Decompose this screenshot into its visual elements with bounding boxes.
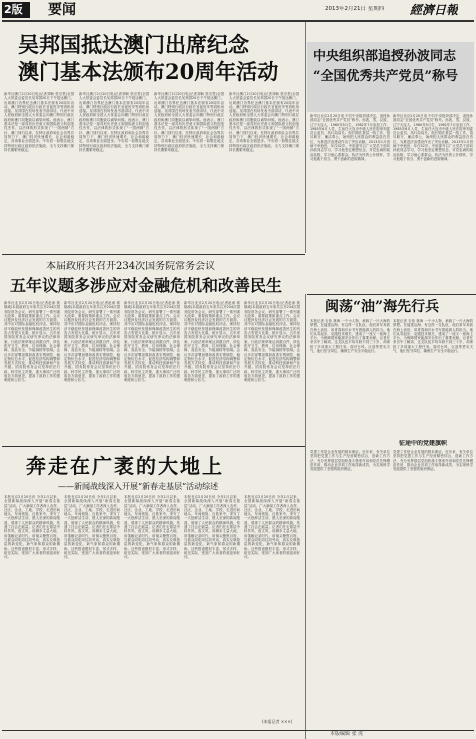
feature-body-col3: 本报北京2月20日讯 今年1月以来，全国新闻战线深入开展“新春走基层”活动，广大新闻工作者深入农村、社区、企业、工地、学校，走进田间地头、车间班组、百姓家中，采写了一大批鲜活生动、感人至深的新闻报道，展现了人民群众的精神风貌，传递了社会正能量。记者们在走基层中转作风、改文风，用脚步丈量大地，用笔触记录时代，用镜头聚焦百姓，与群众同吃同住同劳动，真实反映基层的新变化、新气象和群众的新期盼。这些报道题材丰富、形式多样、贴近实际，受到广大读者的欢迎和好评。 bbox=[124, 495, 180, 560]
lead-body-col2: 新华社澳门2月20日电(记者刘畅 张宗堂)全国人大常委会委员长吴邦国20日下午抵达澳门，出席澳门各界纪念澳门基本法颁布20周年活动。澳门特别行政区行政长官崔世安等到机场迎接。吴邦国在机场发表书面讲话，代表中央人民政府和全国人大常委会向澳门特别行政区政府和澳门同胞致以诚挚问候。他表示，澳门基本法是一部具有历史意义和国际意义的创造性杰作，以法律的形式体现了“一国两制”方针，澳门回归以来，在特区政府和社会各界共同努力下，澳门经济快速增长，社会和谐稳定，各项事业全面进步。中央将一如既往地支持特别行政区政府依法施政，全力支持澳门保持长期繁荣稳定。 bbox=[79, 92, 149, 152]
state-body-col3: 新华社北京2月20日电(记者赵承 郭晓威)本届政府五年来共召开234次国务院常务会议，研究部署了一系列重大改革、重要政策和重点工作。会议议题涉及经济社会发展的方方面面，其中应对国际金融危机冲击、保持经济平稳较快发展和保障改善民生的内容占有很大比重。统计显示，五年来国务院常务会议研究审议的法律草案、行政法规草案达到数百件，涉及医疗卫生、教育、住房保障、社会保障、食品安全、节能减排等领域。会议多次部署加强和改善宏观调控，稳定物价总水平，促进经济结构调整和发展方式转变，推动科技创新和产业升级。国务院常务会议坚持依法行政、科学民主决策，重大事项广泛听取各方面意见，提高了政府工作的透明度和公信力。 bbox=[124, 301, 180, 383]
state-headline: 五年议题多涉应对金融危机和改善民生 bbox=[10, 276, 283, 295]
feature-subhead: ——新闻战线深入开展“新春走基层”活动综述 bbox=[58, 482, 219, 491]
feature-body-col4: 本报北京2月20日讯 今年1月以来，全国新闻战线深入开展“新春走基层”活动，广大新闻工作者深入农村、社区、企业、工地、学校，走进田间地头、车间班组、百姓家中，采写了一大批鲜活生动、感人至深的新闻报道，展现了人民群众的精神风貌，传递了社会正能量。记者们在走基层中转作风、改文风，用脚步丈量大地，用笔触记录时代，用镜头聚焦百姓，与群众同吃同住同劳动，真实反映基层的新变化、新气象和群众的新期盼。这些报道题材丰富、形式多样、贴近实际，受到广大读者的欢迎和好评。 bbox=[184, 495, 240, 560]
org-headline-line1: 中央组织部追授孙波同志 bbox=[313, 49, 457, 64]
state-council-article bbox=[0, 255, 303, 445]
lead-headline-line2: 澳门基本法颁布20周年活动 bbox=[18, 60, 279, 84]
state-kicker: 本届政府共召开234次国务院常务会议 bbox=[46, 261, 216, 272]
feature-body-col1: 本报北京2月20日讯 今年1月以来，全国新闻战线深入开展“新春走基层”活动，广大新闻工作者深入农村、社区、企业、工地、学校，走进田间地头、车间班组、百姓家中，采写了一大批鲜活生动、感人至深的新闻报道，展现了人民群众的精神风貌，传递了社会正能量。记者们在走基层中转作风、改文风，用脚步丈量大地，用笔触记录时代，用镜头聚焦百姓，与群众同吃同住同劳动，真实反映基层的新变化、新气象和群众的新期盼。这些报道题材丰富、形式多样、贴近实际，受到广大读者的欢迎和好评。 bbox=[4, 495, 60, 560]
state-body-col2: 新华社北京2月20日电(记者赵承 郭晓威)本届政府五年来共召开234次国务院常务会议，研究部署了一系列重大改革、重要政策和重点工作。会议议题涉及经济社会发展的方方面面，其中应对国际金融危机冲击、保持经济平稳较快发展和保障改善民生的内容占有很大比重。统计显示，五年来国务院常务会议研究审议的法律草案、行政法规草案达到数百件，涉及医疗卫生、教育、住房保障、社会保障、食品安全、节能减排等领域。会议多次部署加强和改善宏观调控，稳定物价总水平，促进经济结构调整和发展方式转变，推动科技创新和产业升级。国务院常务会议坚持依法行政、科学民主决策，重大事项广泛听取各方面意见，提高了政府工作的透明度和公信力。 bbox=[64, 301, 120, 383]
oil-headline: 闽荡“油”海先行兵 bbox=[325, 299, 440, 315]
masthead bbox=[0, 0, 476, 20]
org-article bbox=[307, 22, 476, 294]
feature-body-col2: 本报北京2月20日讯 今年1月以来，全国新闻战线深入开展“新春走基层”活动，广大新闻工作者深入农村、社区、企业、工地、学校，走进田间地头、车间班组、百姓家中，采写了一大批鲜活生动、感人至深的新闻报道，展现了人民群众的精神风貌，传递了社会正能量。记者们在走基层中转作风、改文风，用脚步丈量大地，用笔触记录时代，用镜头聚焦百姓，与群众同吃同住同劳动，真实反映基层的新变化、新气象和群众的新期盼。这些报道题材丰富、形式多样、贴近实际，受到广大读者的欢迎和好评。 bbox=[64, 495, 120, 560]
sidebar-body-col2: 党建工作是企业发展的根本保证。近年来，有关单位坚持把党建工作与生产经营紧密结合，创新工作方法，充分发挥基层党组织战斗堡垒作用和党员先锋模范作用，推动企业各项工作取得新成效，为实现科学发展提供了坚强的组织保证。 bbox=[393, 450, 473, 472]
column-divider bbox=[305, 22, 306, 253]
org-body-col1: 新华社北京2月20日电 中共中央组织部决定，追授孙波同志“全国优秀共产党员”称号。孙波，男，汉族，辽宁大连人，1960年5月生，1982年7月参加工作，1985年6月入党，生前任大连市中级人民法院审判委员会委员、执行局局长。他长期在基层一线工作，恪尽职守，廉洁奉公，始终把人民群众的利益放在首位，为推进法治建设作出了突出贡献。2013年1月因病不幸逝世，年仅52岁。中组部号召广大党员干部向孙波同志学习，学习他坚定理想信念、对党忠诚的政治品格，学习他心系群众、执法为民的公仆情怀，学习他敢于担当、勇于创新的进取精神。 bbox=[310, 114, 390, 161]
lead-headline-line1: 吴邦国抵达澳门出席纪念 bbox=[18, 33, 249, 57]
feature-article bbox=[0, 447, 303, 727]
feature-byline: (本报记者 ×××) bbox=[262, 719, 293, 724]
lead-body-col1: 新华社澳门2月20日电(记者刘畅 张宗堂)全国人大常委会委员长吴邦国20日下午抵达澳门，出席澳门各界纪念澳门基本法颁布20周年活动。澳门特别行政区行政长官崔世安等到机场迎接。吴邦国在机场发表书面讲话，代表中央人民政府和全国人大常委会向澳门特别行政区政府和澳门同胞致以诚挚问候。他表示，澳门基本法是一部具有历史意义和国际意义的创造性杰作，以法律的形式体现了“一国两制”方针，澳门回归以来，在特区政府和社会各界共同努力下，澳门经济快速增长，社会和谐稳定，各项事业全面进步。中央将一如既往地支持特别行政区政府依法施政，全力支持澳门保持长期繁荣稳定。 bbox=[4, 92, 74, 152]
org-headline-line2: “全国优秀共产党员”称号 bbox=[313, 69, 458, 84]
feature-headline: 奔走在广袤的大地上 bbox=[26, 455, 224, 478]
oil-article bbox=[307, 295, 476, 435]
lead-body-col3: 新华社澳门2月20日电(记者刘畅 张宗堂)全国人大常委会委员长吴邦国20日下午抵达澳门，出席澳门各界纪念澳门基本法颁布20周年活动。澳门特别行政区行政长官崔世安等到机场迎接。吴邦国在机场发表书面讲话，代表中央人民政府和全国人大常委会向澳门特别行政区政府和澳门同胞致以诚挚问候。他表示，澳门基本法是一部具有历史意义和国际意义的创造性杰作，以法律的形式体现了“一国两制”方针，澳门回归以来，在特区政府和社会各界共同努力下，澳门经济快速增长，社会和谐稳定，各项事业全面进步。中央将一如既往地支持特别行政区政府依法施政，全力支持澳门保持长期繁荣稳定。 bbox=[154, 92, 224, 152]
sidebar-title: 征途中的党建旗帜 bbox=[399, 440, 448, 447]
sidebar-article bbox=[307, 435, 476, 605]
sidebar-body-col1: 党建工作是企业发展的根本保证。近年来，有关单位坚持把党建工作与生产经营紧密结合，创新工作方法，充分发挥基层党组织战斗堡垒作用和党员先锋模范作用，推动企业各项工作取得新成效，为实现科学发展提供了坚强的组织保证。 bbox=[310, 450, 390, 472]
column-divider-lower bbox=[305, 294, 306, 739]
lead-article bbox=[0, 22, 303, 254]
oil-body-col2: 本报记者 石伟 林海 一个小人物，承载了一片大海的梦想。在福建沿海，有这样一支队伍，他们常年奔波在海上油田，用青春和汗水书写着能源人的担当。他们从零起步，克服技术难关，建成了一座又一座海上平台，为保障国家能源安全作出了重要贡献。记者在采访中了解到，这支队伍平均年龄不到三十岁，却承担了多项重大工程任务。面对台风、巨浪等恶劣天气，他们坚守岗位，确保生产安全平稳运行。 bbox=[393, 319, 473, 354]
org-body-col2: 新华社北京2月20日电 中共中央组织部决定，追授孙波同志“全国优秀共产党员”称号。孙波，男，汉族，辽宁大连人，1960年5月生，1982年7月参加工作，1985年6月入党，生前任大连市中级人民法院审判委员会委员、执行局局长。他长期在基层一线工作，恪尽职守，廉洁奉公，始终把人民群众的利益放在首位，为推进法治建设作出了突出贡献。2013年1月因病不幸逝世，年仅52岁。中组部号召广大党员干部向孙波同志学习，学习他坚定理想信念、对党忠诚的政治品格，学习他心系群众、执法为民的公仆情怀，学习他敢于担当、勇于创新的进取精神。 bbox=[393, 114, 473, 161]
feature-body-col5: 本报北京2月20日讯 今年1月以来，全国新闻战线深入开展“新春走基层”活动，广大新闻工作者深入农村、社区、企业、工地、学校，走进田间地头、车间班组、百姓家中，采写了一大批鲜活生动、感人至深的新闻报道，展现了人民群众的精神风貌，传递了社会正能量。记者们在走基层中转作风、改文风，用脚步丈量大地，用笔触记录时代，用镜头聚焦百姓，与群众同吃同住同劳动，真实反映基层的新变化、新气象和群众的新期盼。这些报道题材丰富、形式多样、贴近实际，受到广大读者的欢迎和好评。 bbox=[244, 495, 300, 560]
oil-body-col1: 本报记者 石伟 林海 一个小人物，承载了一片大海的梦想。在福建沿海，有这样一支队伍，他们常年奔波在海上油田，用青春和汗水书写着能源人的担当。他们从零起步，克服技术难关，建成了一座又一座海上平台，为保障国家能源安全作出了重要贡献。记者在采访中了解到，这支队伍平均年龄不到三十岁，却承担了多项重大工程任务。面对台风、巨浪等恶劣天气，他们坚守岗位，确保生产安全平稳运行。 bbox=[310, 319, 390, 354]
footer-editors: 本版编辑 张 虎 bbox=[330, 731, 364, 737]
state-body-col1: 新华社北京2月20日电(记者赵承 郭晓威)本届政府五年来共召开234次国务院常务会议，研究部署了一系列重大改革、重要政策和重点工作。会议议题涉及经济社会发展的方方面面，其中应对国际金融危机冲击、保持经济平稳较快发展和保障改善民生的内容占有很大比重。统计显示，五年来国务院常务会议研究审议的法律草案、行政法规草案达到数百件，涉及医疗卫生、教育、住房保障、社会保障、食品安全、节能减排等领域。会议多次部署加强和改善宏观调控，稳定物价总水平，促进经济结构调整和发展方式转变，推动科技创新和产业升级。国务院常务会议坚持依法行政、科学民主决策，重大事项广泛听取各方面意见，提高了政府工作的透明度和公信力。 bbox=[4, 301, 60, 383]
paper-nameplate: 經濟日報 bbox=[410, 3, 459, 17]
footer-rule bbox=[2, 730, 474, 731]
lead-body-col4: 新华社澳门2月20日电(记者刘畅 张宗堂)全国人大常委会委员长吴邦国20日下午抵达澳门，出席澳门各界纪念澳门基本法颁布20周年活动。澳门特别行政区行政长官崔世安等到机场迎接。吴邦国在机场发表书面讲话，代表中央人民政府和全国人大常委会向澳门特别行政区政府和澳门同胞致以诚挚问候。他表示，澳门基本法是一部具有历史意义和国际意义的创造性杰作，以法律的形式体现了“一国两制”方针，澳门回归以来，在特区政府和社会各界共同努力下，澳门经济快速增长，社会和谐稳定，各项事业全面进步。中央将一如既往地支持特别行政区政府依法施政，全力支持澳门保持长期繁荣稳定。 bbox=[229, 92, 299, 152]
state-body-col4: 新华社北京2月20日电(记者赵承 郭晓威)本届政府五年来共召开234次国务院常务会议，研究部署了一系列重大改革、重要政策和重点工作。会议议题涉及经济社会发展的方方面面，其中应对国际金融危机冲击、保持经济平稳较快发展和保障改善民生的内容占有很大比重。统计显示，五年来国务院常务会议研究审议的法律草案、行政法规草案达到数百件，涉及医疗卫生、教育、住房保障、社会保障、食品安全、节能减排等领域。会议多次部署加强和改善宏观调控，稳定物价总水平，促进经济结构调整和发展方式转变，推动科技创新和产业升级。国务院常务会议坚持依法行政、科学民主决策，重大事项广泛听取各方面意见，提高了政府工作的透明度和公信力。 bbox=[184, 301, 240, 383]
state-body-col5: 新华社北京2月20日电(记者赵承 郭晓威)本届政府五年来共召开234次国务院常务会议，研究部署了一系列重大改革、重要政策和重点工作。会议议题涉及经济社会发展的方方面面，其中应对国际金融危机冲击、保持经济平稳较快发展和保障改善民生的内容占有很大比重。统计显示，五年来国务院常务会议研究审议的法律草案、行政法规草案达到数百件，涉及医疗卫生、教育、住房保障、社会保障、食品安全、节能减排等领域。会议多次部署加强和改善宏观调控，稳定物价总水平，促进经济结构调整和发展方式转变，推动科技创新和产业升级。国务院常务会议坚持依法行政、科学民主决策，重大事项广泛听取各方面意见，提高了政府工作的透明度和公信力。 bbox=[244, 301, 300, 383]
issue-date: 2013年2月21日 星期四 bbox=[325, 6, 385, 12]
section-title: 要闻 bbox=[48, 2, 76, 18]
page-number: 2版 bbox=[4, 3, 23, 16]
